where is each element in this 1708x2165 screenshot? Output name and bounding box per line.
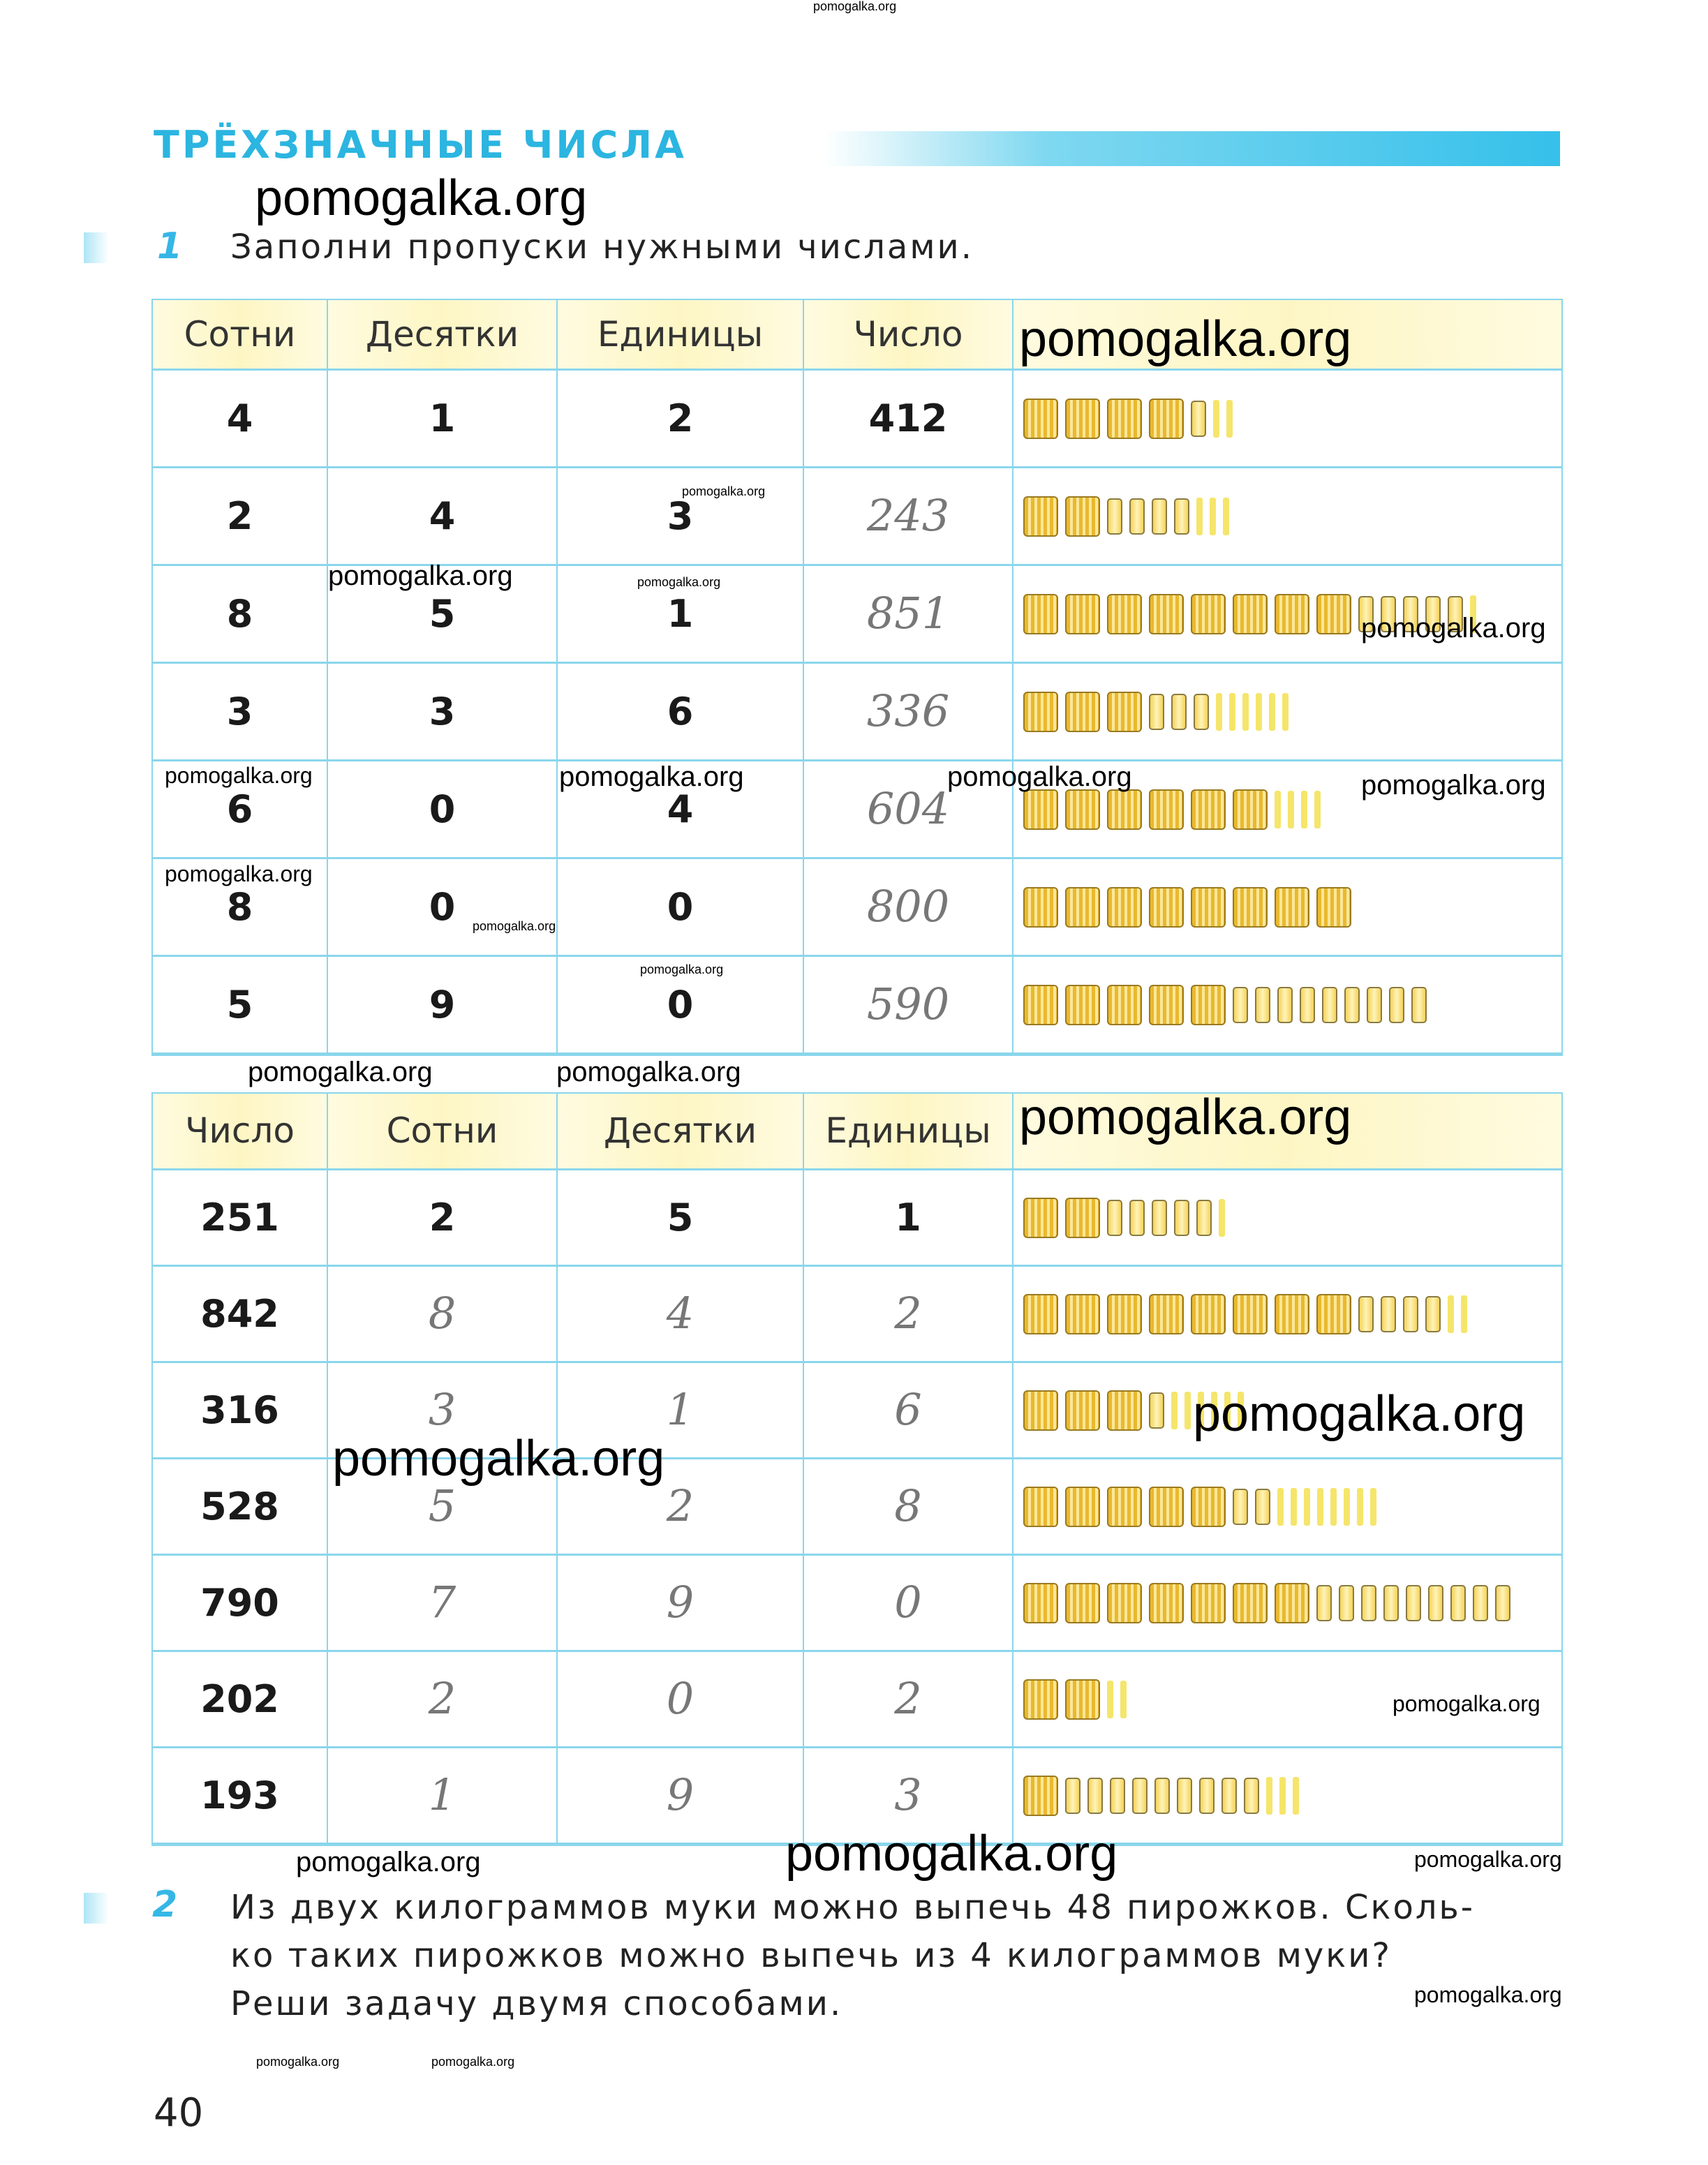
unit-stick-icon [1293, 1777, 1299, 1815]
unit-stick-icon [1279, 1777, 1286, 1815]
ten-block-icon [1244, 1778, 1259, 1814]
ten-block-icon [1381, 1296, 1396, 1332]
hundred-block-icon [1023, 1487, 1058, 1527]
cell-tens: 0 [328, 761, 558, 859]
watermark: pomogalka.org [248, 1057, 433, 1087]
ten-block-icon [1358, 1296, 1374, 1332]
hundred-block-icon [1065, 1583, 1100, 1623]
task1-text: Заполни пропуски нужными числами. [230, 228, 974, 267]
unit-stick-icon [1330, 1488, 1337, 1526]
hundred-block-icon [1107, 692, 1142, 732]
page-number: 40 [154, 2090, 204, 2136]
hundred-block-icon [1023, 692, 1058, 732]
cell-units: 6 [558, 664, 804, 761]
watermark: pomogalka.org [1193, 1386, 1526, 1442]
cell-picture [1013, 1556, 1561, 1652]
task2-line: Реши задачу двумя способами. [230, 1984, 843, 2023]
hundred-block-icon [1065, 887, 1100, 928]
cell-tens: 9 [558, 1748, 804, 1845]
watermark: pomogalka.org [431, 2055, 515, 2069]
hundred-block-icon [1023, 594, 1058, 634]
hundred-block-icon [1107, 887, 1142, 928]
watermark: pomogalka.org [296, 1847, 481, 1877]
hundred-block-icon [1107, 399, 1142, 439]
ten-block-icon [1171, 694, 1187, 730]
hundred-block-icon [1191, 985, 1226, 1025]
hundred-block-icon [1233, 1294, 1268, 1334]
watermark: pomogalka.org [559, 761, 744, 792]
unit-stick-icon [1301, 791, 1307, 828]
hundred-block-icon [1233, 789, 1268, 830]
ten-block-icon [1132, 1778, 1148, 1814]
cell-hundreds: 5 [153, 957, 328, 1055]
column-header: Сотни [328, 1094, 558, 1170]
hundred-block-icon [1275, 594, 1309, 634]
cell-tens: 2 [558, 1459, 804, 1556]
unit-stick-icon [1269, 693, 1275, 731]
hundred-block-icon [1149, 594, 1184, 634]
ten-block-icon [1425, 1296, 1441, 1332]
unit-stick-icon [1461, 1295, 1467, 1333]
hundred-block-icon [1149, 1487, 1184, 1527]
hundred-block-icon [1023, 1294, 1058, 1334]
cell-number: 193 [153, 1748, 328, 1845]
hundred-block-icon [1316, 887, 1351, 928]
cell-hundreds: 2 [328, 1170, 558, 1267]
watermark: pomogalka.org [1361, 770, 1546, 801]
ten-block-icon [1154, 1778, 1170, 1814]
hundred-block-icon [1023, 1679, 1058, 1720]
cell-picture [1013, 957, 1561, 1055]
watermark: pomogalka.org [637, 575, 721, 589]
ten-block-icon [1383, 1585, 1399, 1621]
cell-number: 316 [153, 1363, 328, 1459]
ten-block-icon [1129, 1200, 1145, 1236]
cell-units: 2 [804, 1652, 1013, 1748]
cell-picture [1013, 664, 1561, 761]
unit-stick-icon [1448, 1295, 1454, 1333]
ten-block-icon [1255, 987, 1270, 1023]
column-header: Единицы [804, 1094, 1013, 1170]
hundred-block-icon [1065, 692, 1100, 732]
hundred-block-icon [1149, 1294, 1184, 1334]
cell-tens: 4 [558, 1267, 804, 1363]
watermark: pomogalka.org [473, 919, 556, 933]
cell-units: 6 [804, 1363, 1013, 1459]
hundred-block-icon [1233, 887, 1268, 928]
cell-number: 243 [804, 468, 1013, 566]
hundred-block-icon [1065, 399, 1100, 439]
watermark: pomogalka.org [328, 560, 513, 591]
cell-tens: 1 [558, 1363, 804, 1459]
hundred-block-icon [1191, 1294, 1226, 1334]
unit-stick-icon [1357, 1488, 1363, 1526]
watermark: pomogalka.org [1361, 613, 1546, 643]
cell-units: 3 [558, 468, 804, 566]
hundred-block-icon [1023, 1390, 1058, 1431]
cell-units: 4 [558, 761, 804, 859]
cell-picture [1013, 859, 1561, 957]
ten-block-icon [1495, 1585, 1510, 1621]
watermark: pomogalka.org [1019, 1089, 1352, 1145]
ten-block-icon [1107, 1200, 1122, 1236]
hundred-block-icon [1065, 789, 1100, 830]
cell-hundreds: 7 [328, 1556, 558, 1652]
column-header: Десятки [328, 300, 558, 371]
cell-units: 3 [804, 1748, 1013, 1845]
cell-number: 202 [153, 1652, 328, 1748]
ten-block-icon [1406, 1585, 1421, 1621]
unit-stick-icon [1210, 498, 1216, 535]
hundred-block-icon [1107, 594, 1142, 634]
column-header: Единицы [558, 300, 804, 371]
hundred-block-icon [1233, 594, 1268, 634]
hundred-block-icon [1149, 789, 1184, 830]
unit-stick-icon [1304, 1488, 1310, 1526]
cell-tens: 5 [328, 566, 558, 664]
watermark: pomogalka.org [165, 763, 313, 788]
cell-picture [1013, 1267, 1561, 1363]
cell-picture [1013, 468, 1561, 566]
ten-block-icon [1316, 1585, 1332, 1621]
hundred-block-icon [1023, 985, 1058, 1025]
cell-number: 590 [804, 957, 1013, 1055]
ten-block-icon [1473, 1585, 1488, 1621]
hundred-block-icon [1191, 1487, 1226, 1527]
cell-hundreds: 4 [153, 371, 328, 468]
cell-number: 604 [804, 761, 1013, 859]
ten-block-icon [1403, 1296, 1418, 1332]
ten-block-icon [1221, 1778, 1237, 1814]
cell-hundreds: 8 [153, 566, 328, 664]
watermark: pomogalka.org [1019, 311, 1352, 367]
ten-block-icon [1339, 1585, 1354, 1621]
watermark: pomogalka.org [640, 962, 724, 976]
cell-tens: 9 [328, 957, 558, 1055]
hundred-block-icon [1275, 1583, 1309, 1623]
hundred-block-icon [1233, 1583, 1268, 1623]
ten-block-icon [1191, 401, 1206, 437]
ten-block-icon [1065, 1778, 1081, 1814]
cell-number: 251 [153, 1170, 328, 1267]
hundred-block-icon [1107, 1294, 1142, 1334]
cell-tens: 1 [328, 371, 558, 468]
hundred-block-icon [1023, 1583, 1058, 1623]
unit-stick-icon [1226, 400, 1233, 438]
watermark: pomogalka.org [947, 761, 1132, 792]
ten-block-icon [1087, 1778, 1103, 1814]
unit-stick-icon [1171, 1392, 1178, 1429]
unit-stick-icon [1282, 693, 1289, 731]
ten-block-icon [1152, 1200, 1167, 1236]
cell-units: 2 [804, 1267, 1013, 1363]
cell-hundreds: 8 [153, 859, 328, 957]
cell-number: 790 [153, 1556, 328, 1652]
ten-block-icon [1149, 694, 1164, 730]
watermark: pomogalka.org [255, 170, 588, 226]
ten-block-icon [1255, 1489, 1270, 1525]
ten-block-icon [1389, 987, 1404, 1023]
ten-block-icon [1233, 1489, 1248, 1525]
cell-number: 851 [804, 566, 1013, 664]
watermark: pomogalka.org [332, 1431, 665, 1487]
watermark: pomogalka.org [1414, 1847, 1562, 1872]
hundred-block-icon [1316, 1294, 1351, 1334]
unit-stick-icon [1277, 1488, 1284, 1526]
unit-stick-icon [1291, 1488, 1297, 1526]
unit-stick-icon [1256, 693, 1262, 731]
unit-stick-icon [1120, 1681, 1127, 1718]
hundred-block-icon [1065, 1198, 1100, 1238]
cell-units: 1 [804, 1170, 1013, 1267]
watermark: pomogalka.org [165, 861, 313, 886]
unit-stick-icon [1223, 498, 1229, 535]
hundred-block-icon [1191, 789, 1226, 830]
watermark: pomogalka.org [556, 1057, 741, 1087]
hundred-block-icon [1023, 399, 1058, 439]
watermark: pomogalka.org [1414, 1982, 1562, 2007]
cell-tens: 3 [328, 664, 558, 761]
cell-hundreds: 8 [328, 1267, 558, 1363]
hundred-block-icon [1107, 789, 1142, 830]
ten-block-icon [1361, 1585, 1376, 1621]
unit-stick-icon [1213, 400, 1219, 438]
ten-block-icon [1367, 987, 1382, 1023]
unit-stick-icon [1266, 1777, 1272, 1815]
task1-number: 1 [157, 225, 183, 267]
unit-stick-icon [1370, 1488, 1376, 1526]
section-title: ТРЁХЗНАЧНЫЕ ЧИСЛА [154, 123, 687, 167]
unit-stick-icon [1219, 1199, 1225, 1237]
hundred-block-icon [1191, 887, 1226, 928]
table-hundreds-to-number [151, 299, 1563, 1056]
cell-tens: 0 [328, 859, 558, 957]
hundred-block-icon [1023, 1198, 1058, 1238]
unit-stick-icon [1107, 1681, 1113, 1718]
ten-block-icon [1199, 1778, 1215, 1814]
cell-hundreds: 1 [328, 1748, 558, 1845]
hundred-block-icon [1149, 887, 1184, 928]
cell-tens: 0 [558, 1652, 804, 1748]
ten-block-icon [1196, 1200, 1212, 1236]
cell-units: 1 [558, 566, 804, 664]
hundred-block-icon [1023, 789, 1058, 830]
cell-hundreds: 2 [328, 1652, 558, 1748]
cell-number: 842 [153, 1267, 328, 1363]
cell-hundreds: 3 [153, 664, 328, 761]
ten-block-icon [1110, 1778, 1125, 1814]
ten-block-icon [1107, 498, 1122, 535]
watermark: pomogalka.org [785, 1826, 1118, 1882]
cell-picture [1013, 1170, 1561, 1267]
cell-hundreds: 2 [153, 468, 328, 566]
ten-block-icon [1194, 694, 1209, 730]
cell-units: 2 [558, 371, 804, 468]
ten-block-icon [1149, 1392, 1164, 1429]
unit-stick-icon [1216, 693, 1222, 731]
hundred-block-icon [1107, 1487, 1142, 1527]
ten-block-icon [1174, 498, 1189, 535]
watermark: pomogalka.org [1393, 1691, 1540, 1716]
watermark: pomogalka.org [813, 0, 897, 13]
unit-stick-icon [1242, 693, 1249, 731]
cell-tens: 5 [558, 1170, 804, 1267]
unit-stick-icon [1229, 693, 1235, 731]
hundred-block-icon [1023, 496, 1058, 537]
task2-line: Из двух килограммов муки можно выпечь 48 пирожков. Сколь- [230, 1888, 1476, 1927]
ten-block-icon [1233, 987, 1248, 1023]
ten-block-icon [1174, 1200, 1189, 1236]
cell-number: 528 [153, 1459, 328, 1556]
hundred-block-icon [1065, 1390, 1100, 1431]
hundred-block-icon [1107, 1390, 1142, 1431]
hundred-block-icon [1149, 1583, 1184, 1623]
hundred-block-icon [1275, 1294, 1309, 1334]
column-header: Число [153, 1094, 328, 1170]
hundred-block-icon [1065, 496, 1100, 537]
ten-block-icon [1300, 987, 1315, 1023]
unit-stick-icon [1275, 791, 1281, 828]
cell-units: 8 [804, 1459, 1013, 1556]
watermark: pomogalka.org [256, 2055, 340, 2069]
unit-stick-icon [1314, 791, 1321, 828]
ten-block-icon [1322, 987, 1337, 1023]
ten-block-icon [1152, 498, 1167, 535]
unit-stick-icon [1344, 1488, 1350, 1526]
cell-hundreds: 5 [328, 1459, 558, 1556]
cell-units: 0 [558, 859, 804, 957]
hundred-block-icon [1316, 594, 1351, 634]
column-header: Десятки [558, 1094, 804, 1170]
cell-units: 0 [558, 957, 804, 1055]
cell-picture [1013, 371, 1561, 468]
hundred-block-icon [1065, 985, 1100, 1025]
cell-tens: 4 [328, 468, 558, 566]
cell-number: 336 [804, 664, 1013, 761]
unit-stick-icon [1185, 1392, 1191, 1429]
ten-block-icon [1344, 987, 1360, 1023]
cell-number: 412 [804, 371, 1013, 468]
task-marker [84, 1893, 109, 1924]
cell-picture [1013, 1459, 1561, 1556]
hundred-block-icon [1191, 1583, 1226, 1623]
hundred-block-icon [1107, 985, 1142, 1025]
cell-number: 800 [804, 859, 1013, 957]
unit-stick-icon [1196, 498, 1203, 535]
cell-hundreds: 6 [153, 761, 328, 859]
task-marker [84, 232, 109, 263]
hundred-block-icon [1275, 887, 1309, 928]
watermark: pomogalka.org [682, 484, 766, 498]
ten-block-icon [1450, 1585, 1466, 1621]
ten-block-icon [1428, 1585, 1443, 1621]
hundred-block-icon [1065, 1487, 1100, 1527]
hundred-block-icon [1023, 1776, 1058, 1816]
hundred-block-icon [1191, 594, 1226, 634]
hundred-block-icon [1065, 1679, 1100, 1720]
hundred-block-icon [1065, 1294, 1100, 1334]
ten-block-icon [1411, 987, 1427, 1023]
ten-block-icon [1277, 987, 1293, 1023]
cell-tens: 9 [558, 1556, 804, 1652]
title-decor-bar [824, 131, 1560, 166]
task2-number: 2 [152, 1884, 178, 1926]
hundred-block-icon [1149, 399, 1184, 439]
task2-line: ко таких пирожков можно выпечь из 4 килограммов муки? [230, 1936, 1392, 1975]
hundred-block-icon [1065, 594, 1100, 634]
unit-stick-icon [1288, 791, 1294, 828]
cell-units: 0 [804, 1556, 1013, 1652]
unit-stick-icon [1317, 1488, 1323, 1526]
column-header: Число [804, 300, 1013, 371]
hundred-block-icon [1023, 887, 1058, 928]
hundred-block-icon [1107, 1583, 1142, 1623]
ten-block-icon [1129, 498, 1145, 535]
ten-block-icon [1177, 1778, 1192, 1814]
hundred-block-icon [1149, 985, 1184, 1025]
cell-hundreds: 3 [328, 1363, 558, 1459]
column-header: Сотни [153, 300, 328, 371]
